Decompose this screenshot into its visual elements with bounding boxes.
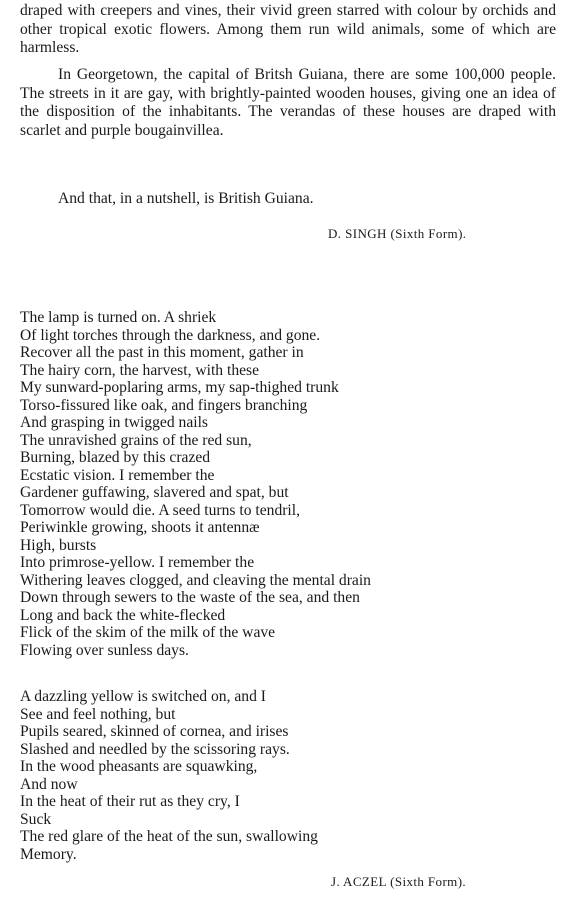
poem-line: Into primrose-yellow. I remember the — [20, 554, 255, 571]
essay-author-signature: D. SINGH (Sixth Form). — [328, 226, 467, 241]
poem-line: And now — [20, 775, 78, 793]
poem-stanza — [20, 309, 371, 659]
poem-line: My sunward-poplaring arms, my sap-thighed trunk — [20, 379, 339, 396]
poem-line: The unravished grains of the red sun, — [20, 431, 252, 449]
poem-author-signature: J. ACZEL (Sixth Form). — [331, 874, 467, 889]
poem-line: Long and back the white-flecked — [20, 606, 226, 624]
poem-line: The lamp is turned on. A shriek — [20, 309, 217, 326]
poem-line: Recover all the past in this moment, gather in — [20, 344, 304, 361]
poem-line: Flick of the skim of the milk of the wave — [20, 624, 276, 641]
poem-line: The hairy corn, the harvest, with these — [20, 361, 260, 379]
poem-line: Tomorrow would die. A seed turns to tendril, — [20, 501, 300, 519]
poem-stanza — [20, 688, 318, 863]
poem-line: Down through sewers to the waste of the sea, and then — [20, 589, 360, 606]
poem-line: Memory. — [20, 845, 77, 863]
poem-line: Burning, blazed by this crazed — [20, 449, 211, 466]
poem-line: Gardener guffawing, slavered and spat, but — [20, 484, 289, 501]
poem-line: And grasping in twigged nails — [20, 414, 208, 431]
essay-paragraph: And that, in a nutshell, is British Guiana. — [58, 190, 314, 207]
poem-line: Of light torches through the darkness, and gone. — [20, 326, 321, 344]
poem-line: Periwinkle growing, shoots it antennæ — [20, 519, 260, 536]
poem-line: The red glare of the heat of the sun, swallowing — [20, 828, 318, 845]
essay-paragraph: draped with creepers and vines, their vivid green starred with colour by orchids and other tropical exotic flowers. Among them run wild animals, some of which are harmless. — [20, 2, 556, 56]
poem-line: In the heat of their rut as they cry, I — [20, 793, 240, 810]
essay-paragraph: In Georgetown, the capital of Britsh Guiana, there are some 100,000 people. The streets in it are gay, with brightly-painted wooden houses, giving one an idea of the disposition of the inhabitants. The verandas of these houses are draped with scarlet and purple bougainvillea. — [20, 66, 556, 139]
poem-line: In the wood pheasants are squawking, — [20, 758, 258, 775]
poem-line: Withering leaves clogged, and cleaving the mental drain — [20, 571, 371, 589]
poem-line: High, bursts — [20, 536, 97, 554]
poem-line: Flowing over sunless days. — [20, 641, 189, 659]
poem-line: See and feel nothing, but — [20, 705, 176, 723]
poem-line: Suck — [20, 810, 52, 828]
poem-line: Ecstatic vision. I remember the — [20, 466, 215, 484]
poem-line: Torso-fissured like oak, and fingers branching — [20, 396, 308, 414]
poem-line: A dazzling yellow is switched on, and I — [20, 688, 266, 705]
poem-line: Pupils seared, skinned of cornea, and irises — [20, 723, 289, 740]
poem-line: Slashed and needled by the scissoring rays. — [20, 740, 290, 758]
